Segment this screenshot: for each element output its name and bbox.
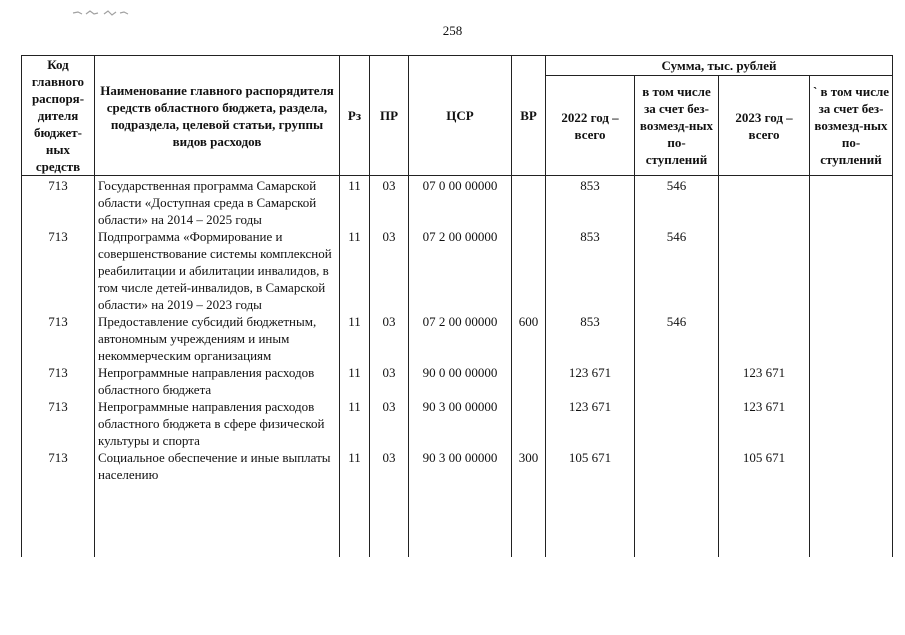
cell-name: Предоставление субсидий бюджетным, автономным учреждениям и иным некоммерческим организациям	[95, 313, 340, 364]
cell-pr: 03	[370, 313, 409, 364]
cell-code: 713	[22, 313, 95, 364]
cell-2023-free	[810, 364, 893, 398]
cell-2022-free	[635, 449, 719, 483]
cell-pr: 03	[370, 364, 409, 398]
cell-2022-total: 853	[546, 176, 635, 229]
cell-rz: 11	[340, 313, 370, 364]
table-row	[22, 176, 893, 229]
cell-rz: 11	[340, 176, 370, 229]
cell-name: Непрограммные направления расходов областного бюджета в сфере физической культуры и спорта	[95, 398, 340, 449]
cell-2022-free: 546	[635, 313, 719, 364]
cell-vr	[512, 228, 546, 313]
header-rz: Рз	[340, 56, 370, 176]
cell-pr: 03	[370, 176, 409, 229]
table-row	[22, 313, 893, 364]
cell-2023-free	[810, 449, 893, 483]
cell-pr: 03	[370, 449, 409, 483]
cell-code: 713	[22, 398, 95, 449]
table-filler-row	[22, 483, 893, 557]
header-2023-free: ` в том числе за счет без-возмезд-ных по-ступлений	[810, 76, 893, 176]
cell-2022-free	[635, 398, 719, 449]
cell-2022-free: 546	[635, 176, 719, 229]
cell-2023-free	[810, 398, 893, 449]
cell-vr: 300	[512, 449, 546, 483]
table-row	[22, 449, 893, 483]
cell-2023-total: 123 671	[719, 398, 810, 449]
budget-table	[21, 55, 893, 557]
cell-name: Государственная программа Самарской области «Доступная среда в Самарской области» на 2014 – 2025 годы	[95, 176, 340, 229]
cell-csr: 90 3 00 00000	[409, 398, 512, 449]
cell-pr: 03	[370, 228, 409, 313]
cell-code: 713	[22, 364, 95, 398]
cell-2023-free	[810, 313, 893, 364]
header-name: Наименование главного распорядителя средств областного бюджета, раздела, подраздела, целевой статьи, группы видов расходов	[95, 56, 340, 176]
header-2022-free: в том числе за счет без-возмезд-ных по-ступлений	[635, 76, 719, 176]
header-2022-total: 2022 год – всего	[546, 76, 635, 176]
table-row	[22, 398, 893, 449]
cell-2022-free	[635, 364, 719, 398]
cell-2023-free	[810, 176, 893, 229]
cell-2023-total: 105 671	[719, 449, 810, 483]
table-row	[22, 228, 893, 313]
header-csr: ЦСР	[409, 56, 512, 176]
cell-csr: 07 2 00 00000	[409, 228, 512, 313]
scan-mark-icon	[72, 8, 130, 17]
cell-2023-total	[719, 313, 810, 364]
cell-2023-total	[719, 176, 810, 229]
cell-name: Непрограммные направления расходов областного бюджета	[95, 364, 340, 398]
cell-csr: 90 3 00 00000	[409, 449, 512, 483]
cell-csr: 90 0 00 00000	[409, 364, 512, 398]
cell-code: 713	[22, 228, 95, 313]
header-pr: ПР	[370, 56, 409, 176]
cell-vr: 600	[512, 313, 546, 364]
cell-name: Подпрограмма «Формирование и совершенствование системы комплексной реабилитации и абилитации инвалидов, в том числе детей-инвалидов, в Самарской области» на 2019 – 2023 годы	[95, 228, 340, 313]
cell-vr	[512, 176, 546, 229]
cell-2022-total: 853	[546, 313, 635, 364]
cell-rz: 11	[340, 228, 370, 313]
cell-rz: 11	[340, 398, 370, 449]
cell-2022-total: 105 671	[546, 449, 635, 483]
cell-pr: 03	[370, 398, 409, 449]
cell-2023-total: 123 671	[719, 364, 810, 398]
cell-2022-total: 123 671	[546, 364, 635, 398]
cell-code: 713	[22, 176, 95, 229]
cell-2023-free	[810, 228, 893, 313]
cell-2022-free: 546	[635, 228, 719, 313]
cell-rz: 11	[340, 364, 370, 398]
header-2023-total: 2023 год – всего	[719, 76, 810, 176]
cell-2022-total: 853	[546, 228, 635, 313]
cell-vr	[512, 398, 546, 449]
header-code: Код главного распоря-дителя бюджет-ных средств	[22, 56, 95, 176]
cell-vr	[512, 364, 546, 398]
cell-2023-total	[719, 228, 810, 313]
header-vr: ВР	[512, 56, 546, 176]
header-sum: Сумма, тыс. рублей	[546, 56, 893, 76]
table-row	[22, 364, 893, 398]
cell-2022-total: 123 671	[546, 398, 635, 449]
page-number: 258	[442, 23, 463, 38]
cell-rz: 11	[340, 449, 370, 483]
cell-code: 713	[22, 449, 95, 483]
cell-csr: 07 2 00 00000	[409, 313, 512, 364]
cell-name: Социальное обеспечение и иные выплаты населению	[95, 449, 340, 483]
cell-csr: 07 0 00 00000	[409, 176, 512, 229]
